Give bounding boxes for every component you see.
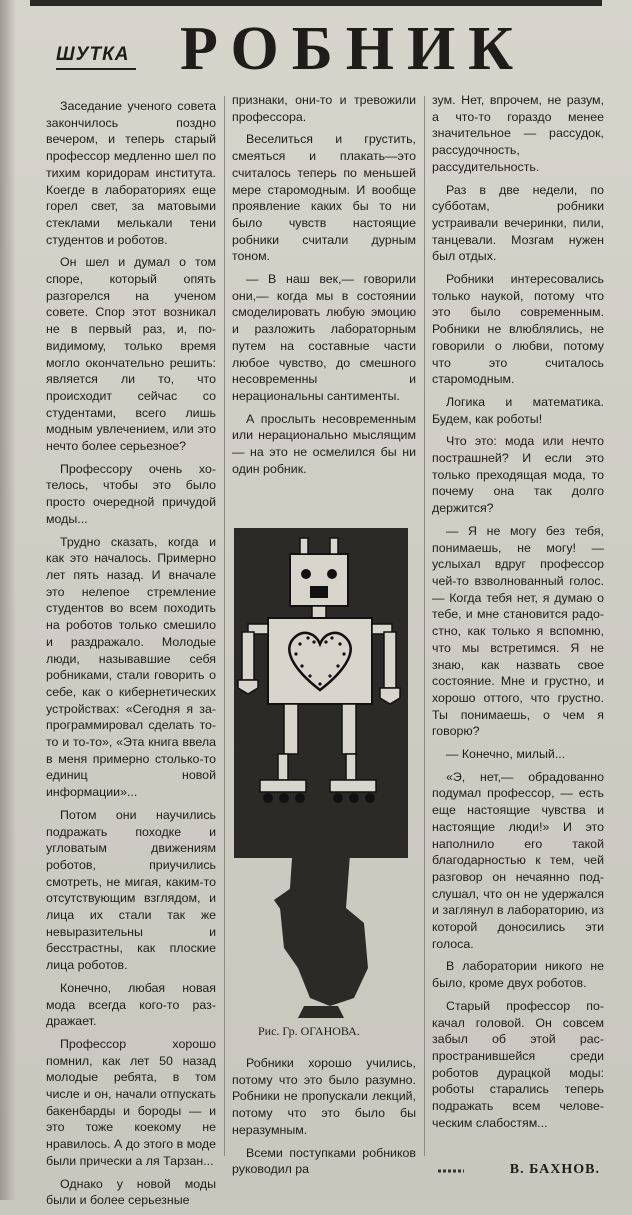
paragraph: Робники интересовались только наукой, потому что это было современным. Робники не влюблялись, не говорили о любви, потому что это считалось старомодным. — [432, 272, 604, 387]
paragraph: Веселиться и грустить, смеяться и плакать—это считалось теперь по меньшей мере старомодным. И вообще проявление каких бы то ни было чувств настоящие робники считали дурным тоном. — [232, 132, 416, 264]
top-rule — [30, 0, 602, 6]
author-signature: В. БАХНОВ. — [509, 1162, 600, 1177]
column-1 — [46, 98, 216, 1215]
paragraph: Логика и математика. Будем, как роботы! — [432, 394, 604, 426]
paragraph: Всеми поступками робников руководил ра — [232, 1145, 416, 1177]
column-2-bottom — [232, 1055, 416, 1184]
paragraph: В лаборатории никого не было, кроме двух роботов. — [432, 959, 604, 991]
rubric-label: ШУТКА — [56, 44, 136, 70]
article-headline: РОБНИК — [180, 15, 527, 83]
paragraph: зум. Нет, впрочем, не разум, а что-то гораздо менее значительное — рассудок, рассудочность, рассудительность. — [432, 93, 604, 174]
paragraph: Профессор хорошо помнил, как лет 50 назад молодые ребята, в том числе и он, начали отпускать бакенбарды и бороды — и это тоже коекому не нравилось. А до этого в моде были прически а ля Тарзан... — [46, 1036, 216, 1168]
paragraph: — Я не могу без тебя, понимаешь, не могу! — услыхал вдруг профессор чей-то взволнованный голос.— Когда тебя нет, я думаю о тебе, и мне становится радостно, как только я вспомню, что мы встретимся. Я не знаю, как назвать свое состояние. Мне и грустно, и хорошо оттого, что грустно. Ты понимаешь, о чем я говорю? — [432, 523, 604, 739]
column-separator — [224, 96, 225, 1156]
paragraph: Он шел и думал о том споре, который опять разгорелся на ученом совете. Спор этот возникал не в первый раз, и, по-видимому, только время могло окончательно решить: является ли то, что происходит сейчас со студентами, всего лишь модным увлечением, или это нечто более серьезное? — [46, 255, 216, 454]
paragraph: Однако у новой моды были и более серьезные — [46, 1176, 216, 1208]
paragraph: Конечно, любая новая мода всегда кого-то раздражает. — [46, 980, 216, 1029]
column-3 — [432, 92, 604, 1137]
illustration-caption: Рис. Гр. ОГАНОВА. — [258, 1024, 360, 1038]
paragraph: Заседание ученого совета закончилось поздно вечером, и теперь старый профессор медленно шел по тихим коридорам института. Коегде в лабораториях еще горел свет, за матовыми стеклами мелькали тени студентов и роботов. — [46, 99, 216, 247]
paragraph: — Конечно, милый... — [446, 747, 566, 762]
column-separator — [424, 96, 425, 1156]
paragraph: Трудно сказать, когда и как это началось. Примерно лет пять назад. И вначале это нелепое стремление студентов во всем походить на роботов только смешило и раздражало. Молодые люди, называвшие себя робниками, стали говорить о себе, как о кибернетических устройствах: «Сегодня я запрограммировал сделать то-то и то-то», «Эта книга ввела в меня примерно столько-то единиц новой информации»... — [46, 534, 216, 800]
page-edge-shadow — [0, 0, 16, 1200]
paragraph: — В наш век,— говорили они,— когда мы в состоянии смоделировать любую эмоцию и разложить лабораторным путем на составные части любое чувство, до смешного несовременны и нерациональны сантименты. — [232, 272, 416, 403]
paragraph: Что это: мода или нечто пострашней? И если это только преходящая мода, то почему она так долго держится? — [432, 434, 604, 516]
paragraph: Потом они научились подражать походке и угловатым движениям роботов, приучились смотреть, не мигая, каким-то отсутствующим взглядом, и лица их стали так же невыразительны и бесстрастны, как плоские лица роботов. — [46, 807, 216, 973]
paragraph: Старый профессор покачал головой. Он совсем забыл об этой распространившейся среди роботов дурацкой моды: роботы старались теперь подражать всем человеческим слабостям... — [432, 998, 604, 1130]
paragraph: Робники хорошо учились, потому что это было разумно. Робники не пропускали лекций, потому что это было бы неразумным. — [232, 1056, 416, 1137]
robot-with-heart-illustration — [234, 528, 408, 1018]
column-2 — [232, 92, 416, 483]
paragraph: «Э, нет,— обрадованно подумал профессор, — есть еще настоящие чувства и настоящие люди!» И это наполнило его такой благодарностью к тем, чей разговор он нечаянно подслушал, что он не удержался и заглянул в лабораторию, из которой доносились эти голоса. — [432, 769, 604, 951]
paragraph: А прослыть несовременным или нерационально мыслящим — на это не осмелился бы ни один робник. — [232, 411, 416, 476]
paragraph: Профессору очень хотелось, чтобы это было просто очередной причудой моды... — [46, 461, 216, 526]
author-dash-ornament — [438, 1168, 464, 1174]
paragraph: признаки, они-то и тревожили профессора. — [232, 93, 416, 124]
paragraph: Раз в две недели, по субботам, робники устраивали вечеринки, пили, танцевали. Мозгам нужен был отдых. — [432, 182, 604, 264]
